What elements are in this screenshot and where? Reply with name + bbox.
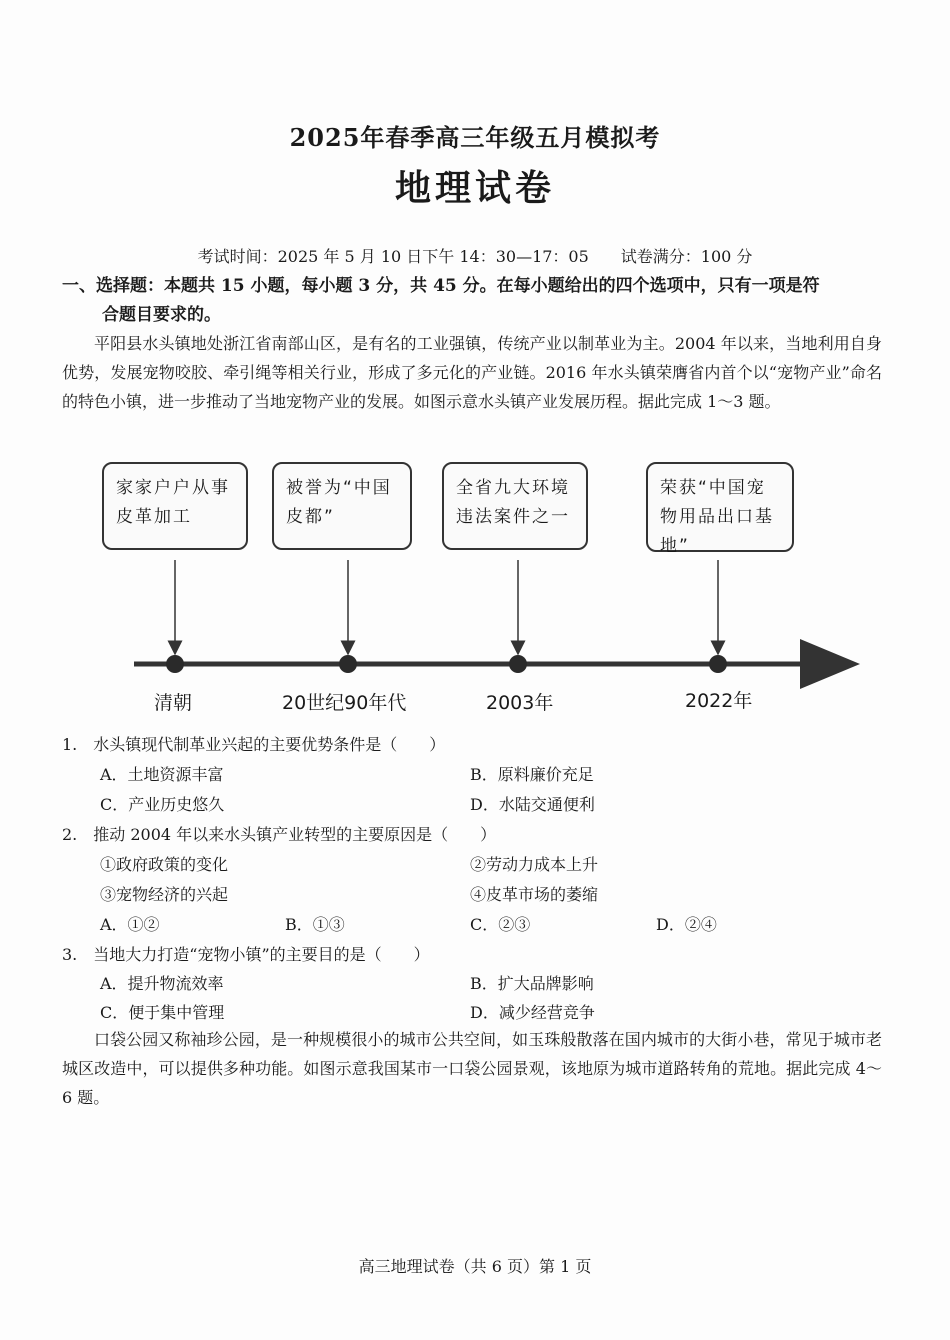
timeline-label-1: 清朝	[154, 692, 193, 714]
q2-option-c: C．②③	[470, 915, 531, 934]
timeline-box-1: 家家户户从事皮革加工	[102, 462, 248, 550]
exam-meta: 考试时间：2025 年 5 月 10 日下午 14：30—17：05 试卷满分：100 分	[197, 247, 753, 266]
timeline-dot-4	[709, 655, 727, 673]
q3-option-a: A．提升物流效率	[100, 974, 224, 993]
timeline-dot-3	[509, 655, 527, 673]
section-heading-line2: 合题目要求的。	[102, 305, 221, 325]
section-heading-line1: 一、选择题：本题共 15 小题，每小题 3 分，共 45 分。在每小题给出的四个选项中，只有一项是符	[62, 276, 820, 296]
q3-option-c: C．便于集中管理	[100, 1003, 225, 1022]
q3-option-d: D．减少经营竞争	[470, 1003, 595, 1022]
q2-option-b: B．①③	[285, 915, 345, 934]
subject-title: 地理试卷	[394, 167, 555, 209]
timeline-label-4: 2022年	[685, 690, 753, 712]
exam-title: 2025年春季高三年级五月模拟考	[289, 123, 661, 152]
section-heading	[62, 272, 882, 330]
q2-option-d: D．②④	[656, 915, 717, 934]
q1-option-a: A．土地资源丰富	[100, 765, 224, 784]
timeline-dot-2	[339, 655, 357, 673]
timeline-box-3: 全省九大环境违法案件之一	[442, 462, 588, 550]
passage-2: 口袋公园又称袖珍公园，是一种规模很小的城市公共空间，如玉珠般散落在国内城市的大街小巷，常见于城市老城区改造中，可以提供多种功能。如图示意我国某市一口袋公园景观，该地原为城市道路转角的荒地。据此完成 4～6 题。	[62, 1030, 882, 1107]
q2-item-1: ①政府政策的变化	[100, 855, 229, 874]
passage-1: 平阳县水头镇地处浙江省南部山区，是有名的工业强镇，传统产业以制革业为主。2004 年以来，当地利用自身优势，发展宠物咬胶、牵引绳等相关行业，形成了多元化的产业链。2016 年水头镇荣膺省内首个以“宠物产业”命名的特色小镇，进一步推动了当地宠物产业的发展。如图示意水头镇产业发展历程。据此完成 1～3 题。	[62, 334, 882, 411]
q1-option-c: C．产业历史悠久	[100, 795, 225, 814]
question-1-stem: 1. 水头镇现代制革业兴起的主要优势条件是（ ）	[62, 735, 446, 754]
q1-option-b: B．原料廉价充足	[470, 765, 594, 784]
q2-item-3: ③宠物经济的兴起	[100, 885, 229, 904]
q2-item-2: ②劳动力成本上升	[470, 855, 599, 874]
timeline-box-2: 被誉为“中国皮都”	[272, 462, 412, 550]
timeline-box-4: 荣获“中国宠物用品出口基地”	[646, 462, 794, 552]
q2-option-a: A．①②	[100, 915, 160, 934]
timeline-dot-1	[166, 655, 184, 673]
q2-item-4: ④皮革市场的萎缩	[470, 885, 599, 904]
timeline-label-3: 2003年	[486, 692, 554, 714]
question-3-stem: 3. 当地大力打造“宠物小镇”的主要目的是（ ）	[62, 945, 430, 964]
q3-option-b: B．扩大品牌影响	[470, 974, 594, 993]
q1-option-d: D．水陆交通便利	[470, 795, 595, 814]
page-footer: 高三地理试卷（共 6 页）第 1 页	[358, 1257, 592, 1276]
question-2-stem: 2. 推动 2004 年以来水头镇产业转型的主要原因是（ ）	[62, 825, 497, 844]
timeline-diagram	[62, 448, 862, 728]
timeline-label-2: 20世纪90年代	[282, 692, 407, 714]
